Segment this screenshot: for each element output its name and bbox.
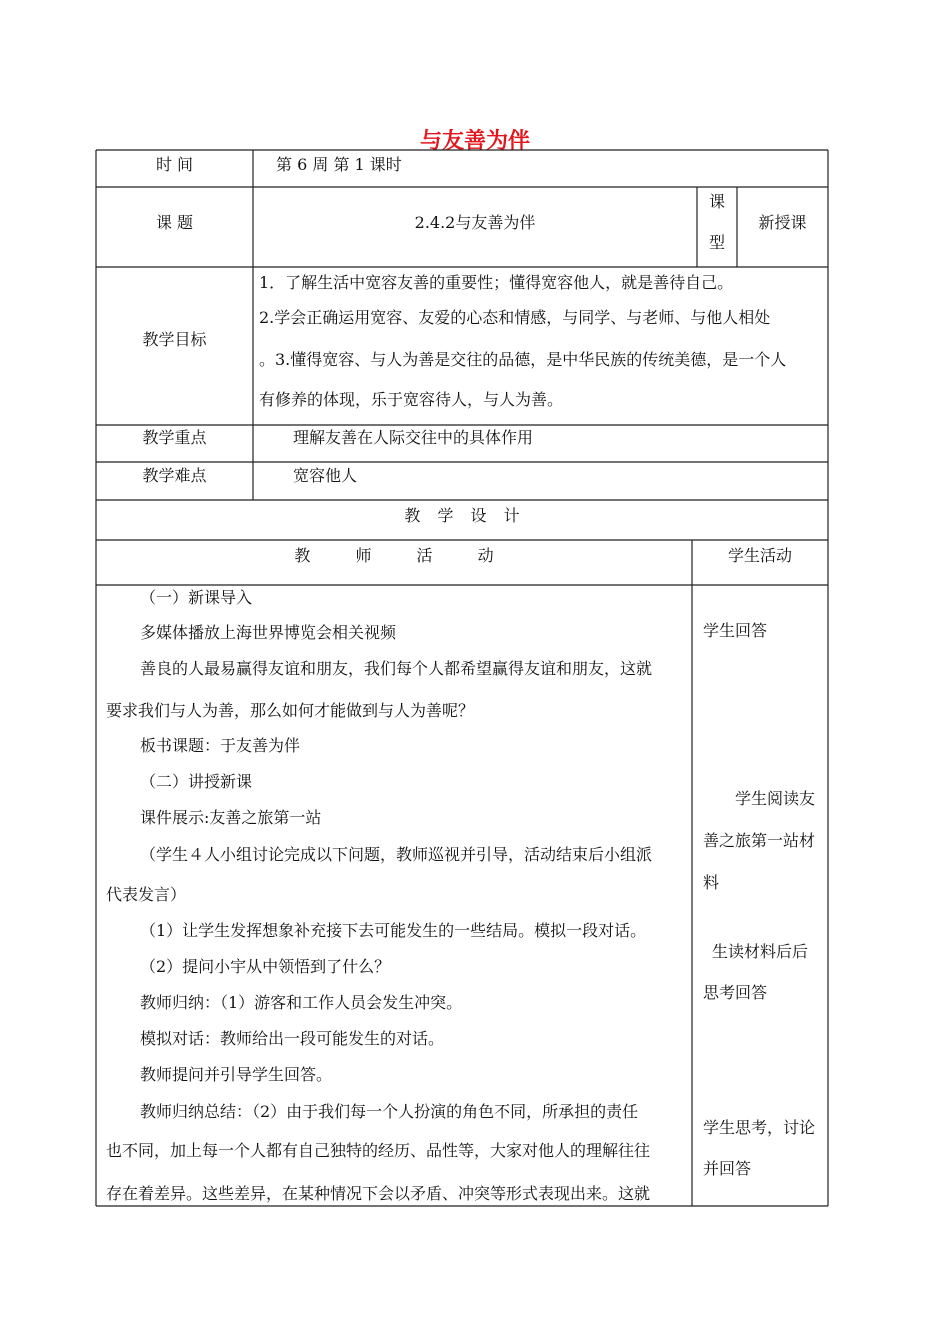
teacher-line: 教师提问并引导学生回答。 <box>140 1065 333 1084</box>
student-line: 学生回答 <box>703 621 768 640</box>
key-point-label: 教学重点 <box>142 428 207 447</box>
difficulty-label: 教学难点 <box>142 466 207 485</box>
student-column-header: 学生活动 <box>727 546 792 565</box>
teacher-line: （二）讲授新课 <box>140 772 253 791</box>
objective-line: 。3.懂得宽容、与人为善是交往的品德，是中华民族的传统美德，是一个人 <box>259 350 787 369</box>
student-line: 学生思考，讨论 <box>703 1118 816 1137</box>
topic-value: 2.4.2与友善为伴 <box>414 213 536 232</box>
objective-line: 2.学会正确运用宽容、友爱的心态和情感，与同学、与老师、与他人相处 <box>259 308 771 327</box>
student-line: 善之旅第一站材 <box>703 831 816 850</box>
teacher-line: 代表发言） <box>106 885 187 904</box>
teacher-line: （2）提问小宇从中领悟到了什么？ <box>140 957 391 976</box>
student-line: 学生阅读友 <box>735 789 816 808</box>
course-type-label-1: 课 <box>708 192 725 211</box>
design-heading: 教 学 设 计 <box>404 506 520 525</box>
key-point-value: 理解友善在人际交往中的具体作用 <box>293 428 534 447</box>
course-type-value: 新授课 <box>758 213 807 232</box>
difficulty-value: 宽容他人 <box>293 466 358 485</box>
objective-line: 有修养的体现，乐于宽容待人，与人为善。 <box>259 390 564 409</box>
objectives-label: 教学目标 <box>142 330 207 349</box>
time-label: 时 间 <box>155 155 194 174</box>
teacher-line: （1）让学生发挥想象补充接下去可能发生的一些结局。模拟一段对话。 <box>140 921 647 940</box>
topic-label: 课 题 <box>155 213 194 232</box>
teacher-line: （学生４人小组讨论完成以下问题，教师巡视并引导，活动结束后小组派 <box>140 845 653 864</box>
student-line: 生读材料后后 <box>712 942 809 961</box>
teacher-line: 教师归纳：（1）游客和工作人员会发生冲突。 <box>140 993 463 1012</box>
course-type-label-2: 型 <box>708 233 725 252</box>
objective-line: 1．了解生活中宽容友善的重要性；懂得宽容他人，就是善待自己。 <box>259 273 734 292</box>
teacher-line: 多媒体播放上海世界博览会相关视频 <box>140 623 397 642</box>
teacher-column-header: 教 师 活 动 <box>294 546 494 565</box>
teacher-line: 板书课题：于友善为伴 <box>140 736 301 755</box>
student-line: 思考回答 <box>703 983 768 1002</box>
teacher-line: 课件展示:友善之旅第一站 <box>140 808 322 827</box>
teacher-line: 善良的人最易赢得友谊和朋友，我们每个人都希望赢得友谊和朋友，这就 <box>140 659 653 678</box>
document-title: 与友善为伴 <box>419 129 530 154</box>
teacher-line: 模拟对话：教师给出一段可能发生的对话。 <box>140 1029 445 1048</box>
teacher-line: 也不同，加上每一个人都有自己独特的经历、品性等，大家对他人的理解往往 <box>106 1141 651 1160</box>
time-value: 第 6 周 第 1 课时 <box>276 155 402 174</box>
teacher-line: 要求我们与人为善，那么如何才能做到与人为善呢？ <box>106 701 475 720</box>
teacher-line: （一）新课导入 <box>140 588 253 607</box>
teacher-line: 教师归纳总结：（2）由于我们每一个人扮演的角色不同，所承担的责任 <box>140 1102 639 1121</box>
teacher-line: 存在着差异。这些差异，在某种情况下会以矛盾、冲突等形式表现出来。这就 <box>106 1184 651 1203</box>
student-line: 并回答 <box>703 1159 752 1178</box>
student-line: 料 <box>703 873 720 892</box>
